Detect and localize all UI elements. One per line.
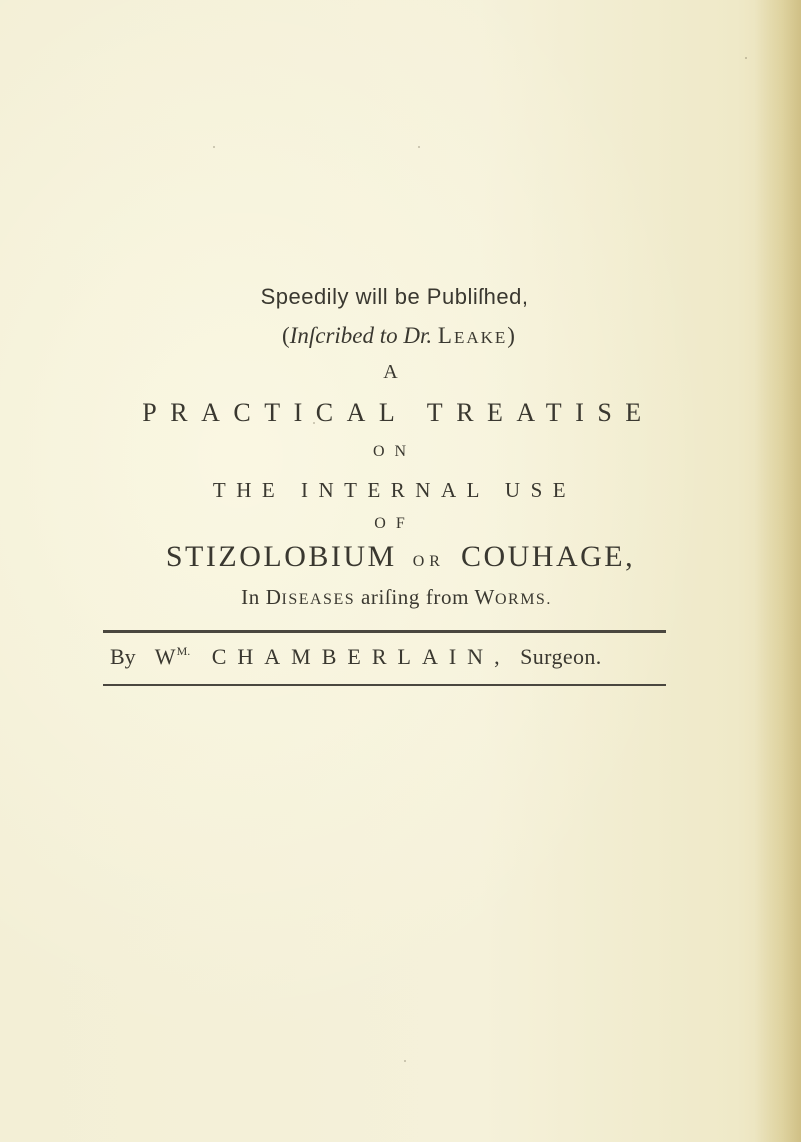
paper-speck: [745, 57, 747, 59]
announcement-line: Speedily will be Publiſhed,: [260, 284, 529, 309]
author-forename: $W^{M.}$: [154, 644, 191, 669]
inscribed-to: to: [379, 323, 398, 348]
bottom-rule: [103, 684, 666, 686]
treatise-title: PRACTICAL TREATISE: [142, 398, 655, 427]
author-by: By: [110, 644, 136, 669]
author-surname: CHAMBERLAIN,: [211, 644, 511, 669]
worms-word: WORMS.: [474, 585, 552, 609]
dr-title: Dr.: [403, 323, 433, 348]
inscription-open-paren: (: [282, 323, 290, 348]
author-line: [110, 644, 666, 670]
word-of: OF: [374, 515, 415, 532]
word-on: ON: [372, 443, 417, 460]
leake-name: LEAKE: [437, 323, 508, 348]
diseases-line: [0, 585, 797, 610]
plant-name-line: [0, 540, 801, 574]
top-rule: [103, 630, 666, 633]
diseases-in: In: [241, 585, 260, 609]
diseases-word: DISEASES: [265, 585, 356, 609]
inscription-line: [0, 323, 799, 349]
article-a: A: [383, 361, 398, 383]
paper-speck: [404, 1060, 406, 1062]
paper-speck: [313, 422, 315, 424]
paper-speck: [213, 146, 215, 148]
plant-name-latin: STIZOLOBIUM: [165, 540, 397, 573]
inscription-close-paren: ): [507, 323, 515, 348]
inscribed-word: Inſcribed: [289, 323, 374, 348]
plant-name-common: COUHAGE,: [460, 540, 636, 573]
paper-speck: [418, 146, 420, 148]
author-role: Surgeon.: [520, 644, 602, 669]
word-or: OR: [412, 553, 445, 570]
subject-line: THE INTERNAL USE: [212, 478, 577, 502]
arising-from: ariſing from: [360, 585, 470, 609]
